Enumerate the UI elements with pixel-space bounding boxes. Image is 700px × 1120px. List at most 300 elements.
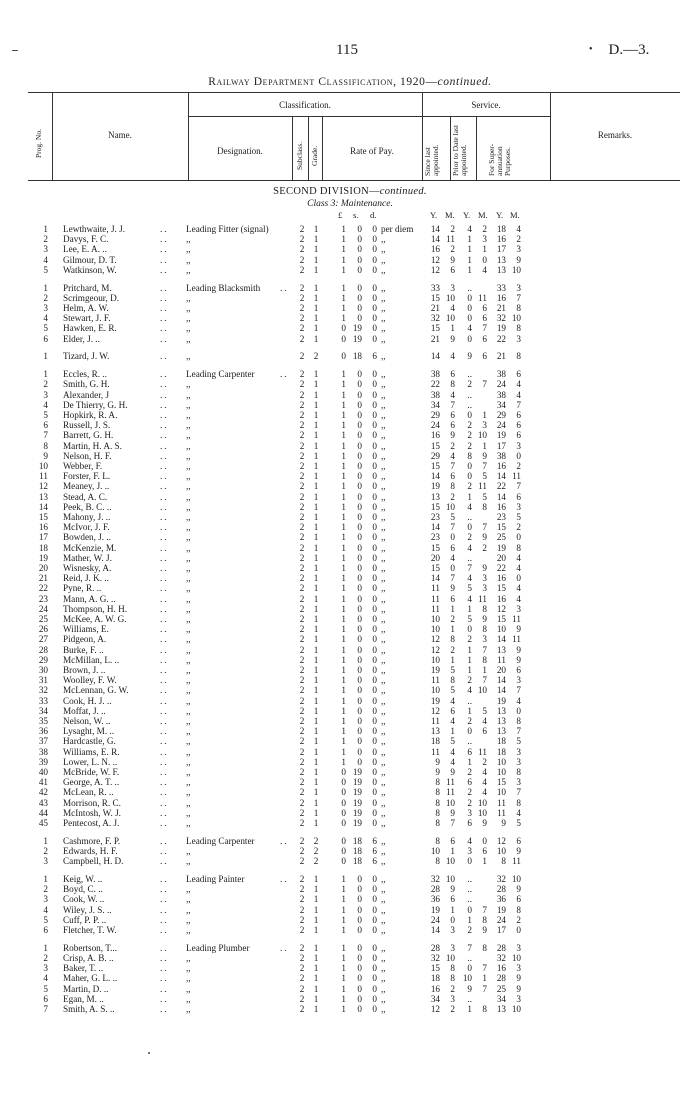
subclass: 2 (299, 410, 305, 420)
pay-pounds: 1 (341, 512, 346, 522)
row-number: 2 (43, 292, 48, 303)
prior-months: 0 (482, 254, 487, 265)
employee-name: Hopkirk, R. A. (63, 410, 118, 420)
super-years: 13 (496, 726, 506, 737)
table-row (0, 953, 700, 963)
employee-name: Boyd, C. .. (63, 884, 103, 895)
grade: 1 (313, 224, 319, 234)
prior-years: 2 (467, 767, 472, 777)
leader-dots: .. (160, 481, 169, 492)
grade: 1 (313, 501, 319, 512)
since-months: 3 (450, 925, 455, 935)
leader-dots: .. (160, 522, 169, 533)
leader-dots: .. (160, 254, 169, 265)
table-row (0, 645, 700, 655)
subclass: 2 (299, 351, 305, 362)
pay-pence: 0 (372, 501, 377, 512)
pay-pounds: 1 (341, 491, 346, 502)
prior-months: 5 (482, 705, 487, 716)
pay-pounds: 0 (341, 333, 346, 344)
designation: ,, (186, 634, 191, 645)
employee-name: Mahony, J. .. (63, 512, 111, 522)
pay-pence: 6 (372, 835, 377, 846)
super-years: 11 (497, 807, 506, 818)
prior-months: 3 (482, 634, 487, 645)
super-months: 7 (516, 685, 521, 696)
pay-pence: 0 (372, 1004, 377, 1014)
designation: ,, (186, 846, 191, 856)
table-row (0, 492, 700, 502)
since-months: 10 (445, 874, 455, 884)
header-grade: Grade. (310, 145, 319, 166)
designation: Leading Painter (186, 874, 245, 884)
header-prog-no: Prog. No. (34, 129, 43, 158)
designation: Leading Plumber (186, 942, 250, 953)
leader-dots: .. (160, 542, 169, 553)
designation: ,, (186, 542, 191, 553)
subclass: 2 (299, 292, 305, 303)
since-years: 15 (430, 963, 440, 974)
grade: 1 (313, 993, 319, 1004)
prior-years: 2 (467, 675, 472, 686)
pay-pounds: 1 (341, 461, 346, 471)
since-months: 2 (450, 614, 455, 624)
pay-period: ,, (381, 644, 386, 655)
pay-pounds: 1 (341, 593, 346, 604)
pay-pounds: 1 (341, 430, 346, 441)
super-months: 2 (516, 461, 521, 471)
pay-pounds: 1 (341, 313, 346, 324)
super-months: 3 (516, 603, 521, 614)
super-years: 24 (496, 379, 506, 390)
row-number: 36 (38, 726, 48, 737)
prior-years: 3 (467, 846, 472, 856)
pay-shillings: 0 (357, 399, 362, 410)
designation: ,, (186, 313, 191, 324)
prior-years: 1 (467, 1004, 472, 1014)
since-months: 2 (450, 224, 455, 234)
table-row (0, 323, 700, 333)
subclass: 2 (299, 797, 305, 808)
table-row (0, 726, 700, 736)
pay-pence: 0 (372, 389, 377, 400)
pay-period: ,, (381, 746, 386, 757)
prior-months: 1 (482, 440, 487, 451)
subclass: 2 (299, 522, 305, 533)
grade: 1 (313, 644, 319, 655)
print-speck (148, 1052, 150, 1054)
pay-pence: 0 (372, 746, 377, 757)
prior-months: 11 (478, 593, 487, 604)
grade: 1 (313, 450, 319, 461)
unit-year-since: Y. (430, 210, 438, 220)
table-row (0, 943, 700, 953)
subclass: 2 (299, 573, 305, 584)
prior-months: 6 (482, 333, 487, 344)
designation: ,, (186, 303, 191, 313)
subclass: 2 (299, 512, 305, 522)
pay-period: ,, (381, 777, 386, 788)
super-months: 3 (516, 746, 521, 757)
prior-months: 6 (482, 303, 487, 313)
grade: 1 (313, 440, 319, 451)
pay-pounds: 1 (341, 675, 346, 686)
since-months: 2 (450, 244, 455, 255)
leader-dots: .. (160, 914, 169, 925)
pay-pence: 0 (372, 993, 377, 1004)
row-number: 13 (38, 491, 48, 502)
designation: ,, (186, 430, 191, 441)
pay-pounds: 1 (341, 481, 346, 492)
designation: ,, (186, 983, 191, 994)
designation: ,, (186, 953, 191, 963)
super-years: 29 (496, 410, 506, 420)
prior-months: 11 (478, 746, 487, 757)
leader-dots: .. (280, 874, 289, 884)
page-title (0, 76, 700, 88)
pay-period: ,, (381, 440, 386, 451)
table-row (0, 471, 700, 481)
pay-pence: 0 (372, 665, 377, 675)
subclass: 2 (299, 264, 305, 275)
pay-pounds: 1 (341, 914, 346, 925)
super-months: 6 (516, 369, 521, 380)
pay-pence: 0 (372, 736, 377, 747)
since-months: 6 (450, 705, 455, 716)
table-row (0, 244, 700, 254)
pay-period: ,, (381, 983, 386, 994)
subclass: 2 (299, 716, 305, 726)
pay-period: ,, (381, 399, 386, 410)
designation: ,, (186, 884, 191, 895)
row-number: 31 (38, 675, 48, 686)
row-number: 21 (38, 573, 48, 584)
super-years: 16 (496, 573, 506, 584)
super-years: 21 (496, 351, 506, 362)
units-row (0, 210, 700, 222)
grade: 1 (313, 963, 319, 974)
leader-dots: .. (160, 593, 169, 604)
pay-pounds: 1 (341, 925, 346, 935)
employee-name: Keig, W. .. (63, 874, 103, 884)
since-years: 32 (430, 874, 440, 884)
leader-dots: .. (160, 292, 169, 303)
designation: ,, (186, 244, 191, 255)
pay-period: ,, (381, 925, 386, 935)
grade: 1 (313, 716, 319, 726)
pay-pounds: 1 (341, 644, 346, 655)
prior-months: 8 (482, 624, 487, 635)
super-years: 15 (496, 583, 506, 594)
subclass: 2 (299, 552, 305, 563)
super-months: 6 (516, 665, 521, 675)
prior-years: 0 (467, 624, 472, 635)
pay-pounds: 0 (341, 767, 346, 777)
pay-pence: 0 (372, 224, 377, 234)
prior-years: 0 (467, 303, 472, 313)
pay-shillings: 0 (357, 644, 362, 655)
designation: ,, (186, 234, 191, 245)
pay-period: ,, (381, 904, 386, 915)
employee-name: Hawken, E. R. (63, 323, 117, 334)
prior-years: 3 (467, 807, 472, 818)
subclass: 2 (299, 440, 305, 451)
since-months: 1 (450, 846, 455, 856)
pay-pounds: 1 (341, 993, 346, 1004)
designation: ,, (186, 333, 191, 344)
super-months: 10 (511, 1004, 521, 1014)
designation: ,, (186, 379, 191, 390)
subclass: 2 (299, 904, 305, 915)
employee-name: Stead, A. C. (63, 491, 108, 502)
pay-period: ,, (381, 874, 386, 884)
prior-years: .. (467, 389, 472, 400)
leader-dots: .. (160, 264, 169, 275)
header-prior-to: Prior to Date last appointed. (451, 124, 468, 176)
since-months: 8 (450, 675, 455, 686)
pay-period: ,, (381, 379, 386, 390)
since-months: 10 (445, 953, 455, 963)
since-years: 11 (431, 675, 440, 686)
super-months: 3 (516, 244, 521, 255)
pay-pence: 0 (372, 532, 377, 543)
table-row (0, 461, 700, 471)
designation: Leading Blacksmith (186, 282, 261, 293)
since-months: 5 (450, 512, 455, 522)
since-years: 34 (430, 993, 440, 1004)
prior-years: 7 (467, 942, 472, 953)
since-years: 15 (430, 461, 440, 471)
row-number: 3 (43, 244, 48, 255)
employee-name: Maher, G. L. .. (63, 973, 118, 984)
subclass: 2 (299, 399, 305, 410)
grade: 1 (313, 983, 319, 994)
since-months: 4 (450, 389, 455, 400)
pay-pence: 0 (372, 894, 377, 905)
designation: ,, (186, 756, 191, 767)
grade: 2 (313, 846, 319, 856)
designation: Leading Carpenter (186, 369, 255, 380)
table-row (0, 224, 700, 234)
pay-pence: 0 (372, 593, 377, 604)
pay-period: ,, (381, 254, 386, 265)
pay-period: ,, (381, 282, 386, 293)
pay-shillings: 0 (357, 552, 362, 563)
since-months: 6 (450, 420, 455, 431)
pay-shillings: 0 (357, 471, 362, 482)
designation: ,, (186, 973, 191, 984)
row-number: 26 (38, 624, 48, 635)
table-row (0, 655, 700, 665)
designation: ,, (186, 914, 191, 925)
designation: ,, (186, 665, 191, 675)
subclass: 2 (299, 583, 305, 594)
prior-years: 1 (467, 756, 472, 767)
employee-name: Baker, T. .. (63, 963, 104, 974)
pay-pence: 0 (372, 953, 377, 963)
pay-pounds: 1 (341, 894, 346, 905)
row-number: 5 (43, 983, 48, 994)
prior-months: 1 (482, 973, 487, 984)
table-row (0, 767, 700, 777)
designation: ,, (186, 420, 191, 431)
grade: 1 (313, 914, 319, 925)
pay-pounds: 1 (341, 983, 346, 994)
super-years: 24 (496, 914, 506, 925)
pay-shillings: 0 (357, 313, 362, 324)
pay-pounds: 1 (341, 292, 346, 303)
pay-shillings: 0 (357, 512, 362, 522)
header-subclass: Subclass. (295, 141, 304, 170)
table-row (0, 594, 700, 604)
grade: 2 (313, 351, 319, 362)
super-months: 4 (516, 224, 521, 234)
pay-pence: 0 (372, 303, 377, 313)
designation: ,, (186, 644, 191, 655)
rule-top (28, 92, 680, 93)
grade: 1 (313, 904, 319, 915)
pay-shillings: 0 (357, 634, 362, 645)
class-heading: Class 3: Maintenance. (307, 199, 393, 209)
prior-years: 1 (467, 264, 472, 275)
since-years: 8 (435, 807, 440, 818)
pay-shillings: 18 (352, 351, 362, 362)
pay-pence: 0 (372, 787, 377, 798)
pay-shillings: 0 (357, 264, 362, 275)
super-months: 8 (516, 904, 521, 915)
subclass: 2 (299, 942, 305, 953)
header-for-super: For Super-annuation Purposes. (487, 143, 512, 176)
pay-pence: 0 (372, 797, 377, 808)
pay-period: ,, (381, 333, 386, 344)
table-row (0, 787, 700, 797)
prior-months: 11 (478, 292, 487, 303)
pay-period: ,, (381, 736, 386, 747)
super-months: 9 (516, 624, 521, 635)
pay-pounds: 1 (341, 614, 346, 624)
super-years: 19 (496, 430, 506, 441)
leader-dots: .. (160, 685, 169, 696)
since-years: 32 (430, 953, 440, 963)
employee-name: Forster, F. L. (63, 471, 111, 482)
super-months: 10 (511, 313, 521, 324)
pay-shillings: 19 (352, 807, 362, 818)
since-years: 12 (430, 644, 440, 655)
since-years: 11 (431, 583, 440, 594)
pay-pence: 0 (372, 430, 377, 441)
row-number: 3 (43, 303, 48, 313)
pay-shillings: 19 (352, 333, 362, 344)
since-months: 7 (450, 461, 455, 471)
prior-years: 4 (467, 835, 472, 846)
super-months: 10 (511, 874, 521, 884)
subclass: 2 (299, 254, 305, 265)
pay-pence: 0 (372, 481, 377, 492)
since-years: 9 (435, 756, 440, 767)
table-row (0, 441, 700, 451)
super-years: 12 (496, 603, 506, 614)
pay-shillings: 0 (357, 963, 362, 974)
unit-month-prior: M. (478, 210, 488, 220)
prior-years: 5 (467, 583, 472, 594)
since-months: 8 (450, 481, 455, 492)
prior-years: 1 (467, 665, 472, 675)
super-months: 3 (516, 993, 521, 1004)
table-row (0, 905, 700, 915)
table-row (0, 736, 700, 746)
since-months: 1 (450, 603, 455, 614)
since-months: 1 (450, 323, 455, 334)
prior-years: .. (467, 369, 472, 380)
pay-shillings: 0 (357, 420, 362, 431)
leader-dots: .. (160, 716, 169, 726)
prior-years: 2 (467, 787, 472, 798)
since-months: 10 (445, 797, 455, 808)
pay-shillings: 0 (357, 983, 362, 994)
employee-name: McBride, W. F. (63, 767, 120, 777)
subclass: 2 (299, 856, 305, 867)
employee-name: Brown, J. .. (63, 665, 106, 675)
pay-pence: 0 (372, 716, 377, 726)
subclass: 2 (299, 835, 305, 846)
pay-shillings: 0 (357, 501, 362, 512)
grade: 1 (313, 953, 319, 963)
prior-years: 6 (467, 746, 472, 757)
grade: 1 (313, 634, 319, 645)
pay-shillings: 19 (352, 767, 362, 777)
employee-name: Lee, E. A. .. (63, 244, 107, 255)
since-years: 21 (430, 303, 440, 313)
leader-dots: .. (160, 440, 169, 451)
employee-name: De Thierry, G. H. (63, 399, 128, 410)
since-years: 28 (430, 884, 440, 895)
grade: 1 (313, 532, 319, 543)
pay-pence: 0 (372, 654, 377, 665)
pay-pounds: 1 (341, 224, 346, 234)
leader-dots: .. (160, 756, 169, 767)
super-months: 6 (516, 420, 521, 431)
pay-period: ,, (381, 292, 386, 303)
pay-pence: 0 (372, 904, 377, 915)
prior-months: 4 (482, 787, 487, 798)
employee-name: Bowden, J. .. (63, 532, 111, 543)
prior-years: 1 (467, 234, 472, 245)
since-years: 29 (430, 450, 440, 461)
pay-shillings: 0 (357, 303, 362, 313)
subclass: 2 (299, 705, 305, 716)
designation: ,, (186, 904, 191, 915)
pay-pounds: 1 (341, 420, 346, 431)
leader-dots: .. (280, 369, 289, 380)
row-number: 23 (38, 593, 48, 604)
super-years: 13 (496, 716, 506, 726)
designation: ,, (186, 736, 191, 747)
grade: 1 (313, 410, 319, 420)
super-years: 32 (496, 313, 506, 324)
super-years: 24 (496, 420, 506, 431)
pay-pence: 0 (372, 410, 377, 420)
since-months: 7 (450, 573, 455, 584)
designation: ,, (186, 716, 191, 726)
super-months: 4 (516, 583, 521, 594)
leader-dots: .. (160, 894, 169, 905)
table-row (0, 836, 700, 846)
pay-shillings: 0 (357, 430, 362, 441)
super-years: 14 (496, 471, 506, 482)
subclass: 2 (299, 303, 305, 313)
pay-pence: 0 (372, 777, 377, 788)
table-row (0, 583, 700, 593)
